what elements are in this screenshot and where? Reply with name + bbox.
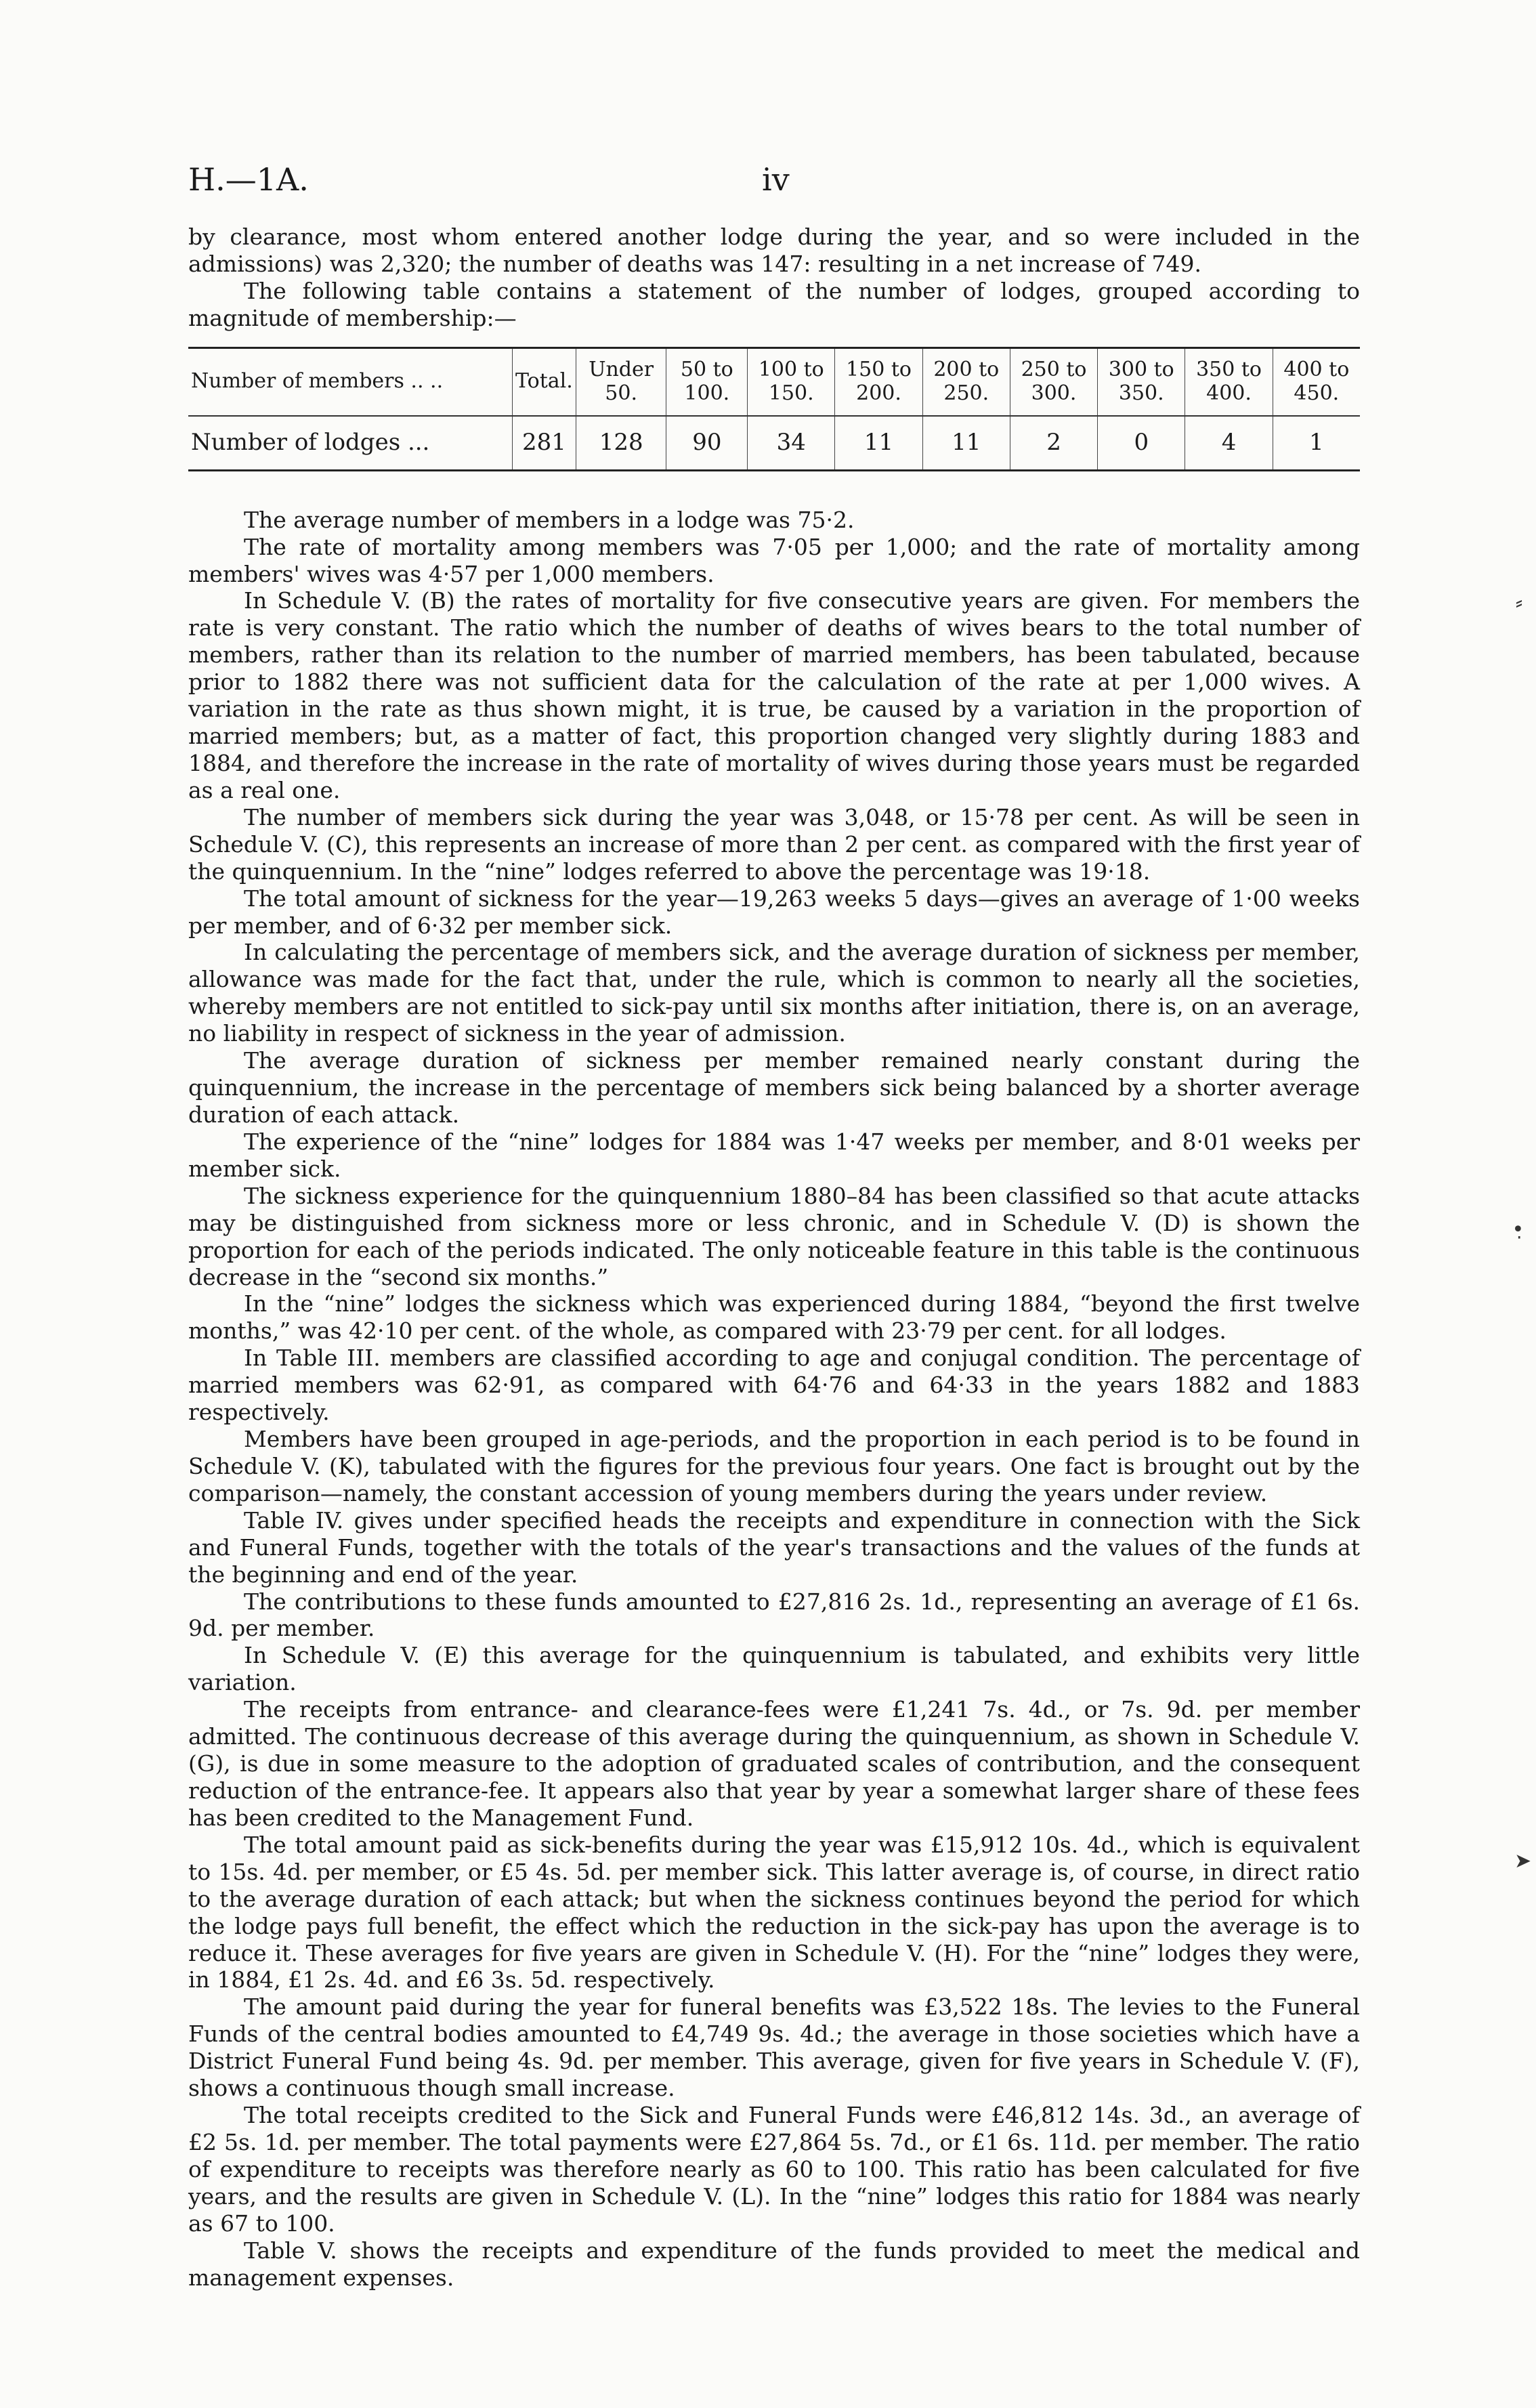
paragraph: In calculating the percentage of members sick, and the average duration of sickness per member, allowance was made for the fact that, under the rule, which is common to nearly all the societies, whereby members are not entitled to sick-pay until six months after initiation, there is, on an average, no liability in respect of sickness in the year of admission. — [188, 939, 1360, 1047]
paragraph: The number of members sick during the year was 3,048, or 15·78 per cent. As will be seen in Schedule V. (C), this represents an increase of more than 2 per cent. as compared with the first year of the quinquennium. In the “nine” lodges referred to above the percentage was 19·18. — [188, 803, 1360, 885]
margin-mark: ∙̣ — [1512, 1217, 1524, 1240]
column-header: 100 to 150. — [748, 347, 835, 416]
column-header: Under 50. — [576, 347, 666, 416]
column-header: 300 to 350. — [1098, 347, 1185, 416]
row-label-lodges: Number of lodges ... — [191, 429, 430, 457]
paragraph: The experience of the “nine” lodges for 1884 was 1·47 weeks per member, and 8·01 weeks per member sick. — [188, 1128, 1360, 1182]
paragraph: Members have been grouped in age-periods, and the proportion in each period is to be found in Schedule V. (K), tabulated with the figures for the previous four years. One fact is brought out by the comparison—namely, the constant accession of young members during the years under review. — [188, 1426, 1360, 1506]
document-reference: H.—1A. — [188, 161, 309, 198]
column-header: Total. — [513, 347, 576, 416]
table-cell: 1 — [1273, 416, 1360, 471]
paragraph: The total amount of sickness for the year—19,263 weeks 5 days—gives an average of 1·00 weeks per member, and of 6·32 per member sick. — [188, 885, 1360, 939]
paragraph: The average duration of sickness per member remained nearly constant during the quinquennium, the increase in the percentage of members sick being balanced by a shorter average duration of each attack. — [188, 1047, 1360, 1128]
lodges-by-membership-table — [188, 347, 1360, 471]
paragraph: The rate of mortality among members was 7·05 per 1,000; and the rate of mortality among members' wives was 4·57 per 1,000 members. — [188, 533, 1360, 587]
lodges-table-container — [188, 347, 1360, 471]
paragraph: The receipts from entrance- and clearance-fees were £1,241 7s. 4d., or 7s. 9d. per member admitted. The continuous decrease of this average during the quinquennium, as shown in Schedule V. (G), is due in some measure to the adoption of graduated scales of contribution, and the consequent reduction of the entrance-fee. It appears also that year by year a somewhat larger share of these fees has been credited to the Management Fund. — [188, 1696, 1360, 1831]
paragraph: by clearance, most whom entered another lodge during the year, and so were included in the admissions) was 2,320; the number of deaths was 147: resulting in a net increase of 749. — [188, 224, 1360, 277]
column-header: 400 to 450. — [1273, 347, 1360, 416]
table-cell: 11 — [922, 416, 1010, 471]
paragraph: The total amount paid as sick-benefits during the year was £15,912 10s. 4d., which is equivalent to 15s. 4d. per member, or £5 4s. 5d. per member sick. This latter average is, of course, in direct ratio to the average duration of each attack; but when the sickness continues beyond the period for which the lodge pays full benefit, the effect which the reduction in the sick-pay has upon the average is to reduce it. These averages for five years are given in Schedule V. (H). For the “nine” lodges they were, in 1884, £1 2s. 4d. and £6 3s. 5d. respectively. — [188, 1831, 1360, 1993]
paragraph: In Schedule V. (E) this average for the quinquennium is tabulated, and exhibits very little variation. — [188, 1642, 1360, 1696]
table-cell: 0 — [1098, 416, 1185, 471]
table-row — [188, 416, 1360, 471]
paragraph: Table IV. gives under specified heads the receipts and expenditure in connection with the Sick and Funeral Funds, together with the totals of the year's transactions and the values of the funds at the beginning and end of the year. — [188, 1506, 1360, 1588]
paragraph: In the “nine” lodges the sickness which was experienced during 1884, “beyond the first twelve months,” was 42·10 per cent. of the whole, as compared with 23·79 per cent. for all lodges. — [188, 1290, 1360, 1345]
row-label-members: Number of members .. .. — [188, 347, 513, 416]
column-header: 350 to 400. — [1185, 347, 1273, 416]
table-cell: 11 — [835, 416, 922, 471]
paragraph: The total receipts credited to the Sick and Funeral Funds were £46,812 14s. 3d., an average of £2 5s. 1d. per member. The total payments were £27,864 5s. 7d., or £1 6s. 11d. per member. The ratio of expenditure to receipts was therefore nearly as 60 to 100. This ratio has been calculated for five years, and the results are given in Schedule V. (L). In the “nine” lodges this ratio for 1884 was nearly as 67 to 100. — [188, 2102, 1360, 2237]
document-body — [188, 224, 1360, 2291]
page-number: iv — [762, 161, 790, 198]
paragraph: The contributions to these funds amounted to £27,816 2s. 1d., representing an average of £1 6s. 9d. per member. — [188, 1588, 1360, 1642]
table-cell: 90 — [666, 416, 748, 471]
column-header: 50 to 100. — [666, 347, 748, 416]
paragraph: In Table III. members are classified according to age and conjugal condition. The percentage of married members was 62·91, as compared with 64·76 and 64·33 in the years 1882 and 1883 respectively. — [188, 1345, 1360, 1426]
page-header — [0, 161, 1536, 209]
paragraph: The average number of members in a lodge was 75·2. — [244, 506, 855, 533]
column-header: 250 to 300. — [1010, 347, 1097, 416]
table-cell: 2 — [1010, 416, 1097, 471]
column-header: 150 to 200. — [835, 347, 922, 416]
table-header-row — [188, 347, 1360, 416]
column-header: 200 to 250. — [922, 347, 1010, 416]
table-cell: 281 — [513, 416, 576, 471]
paragraph: The following table contains a statement of the number of lodges, grouped according to magnitude of membership:— — [188, 277, 1360, 331]
table-cell: 34 — [748, 416, 835, 471]
margin-mark: ⸗ — [1516, 591, 1522, 614]
table-cell: 4 — [1185, 416, 1273, 471]
paragraph: The sickness experience for the quinquennium 1880–84 has been classified so that acute attacks may be distinguished from sickness more or less chronic, and in Schedule V. (D) is shown the proportion for each of the periods indicated. The only noticeable feature in this table is the continuous decrease in the “second six months.” — [188, 1182, 1360, 1290]
table-cell: 128 — [576, 416, 666, 471]
margin-mark: ➤ — [1514, 1849, 1532, 1873]
paragraph: Table V. shows the receipts and expenditure of the funds provided to meet the medical and management expenses. — [188, 2237, 1360, 2291]
paragraph: The amount paid during the year for funeral benefits was £3,522 18s. The levies to the Funeral Funds of the central bodies amounted to £4,749 9s. 4d.; the average in those societies which have a District Funeral Fund being 4s. 9d. per member. This average, given for five years in Schedule V. (F), shows a continuous though small increase. — [188, 1993, 1360, 2102]
paragraph: In Schedule V. (B) the rates of mortality for five consecutive years are given. For members the rate is very constant. The ratio which the number of deaths of wives bears to the total number of members, rather than its relation to the number of married members, has been tabulated, because prior to 1882 there was not sufficient data for the calculation of the rate at per 1,000 wives. A variation in the rate as thus shown might, it is true, be caused by a variation in the proportion of married members; but, as a matter of fact, this proportion changed very slightly during 1883 and 1884, and therefore the increase in the rate of mortality of wives during those years must be regarded as a real one. — [188, 587, 1360, 803]
